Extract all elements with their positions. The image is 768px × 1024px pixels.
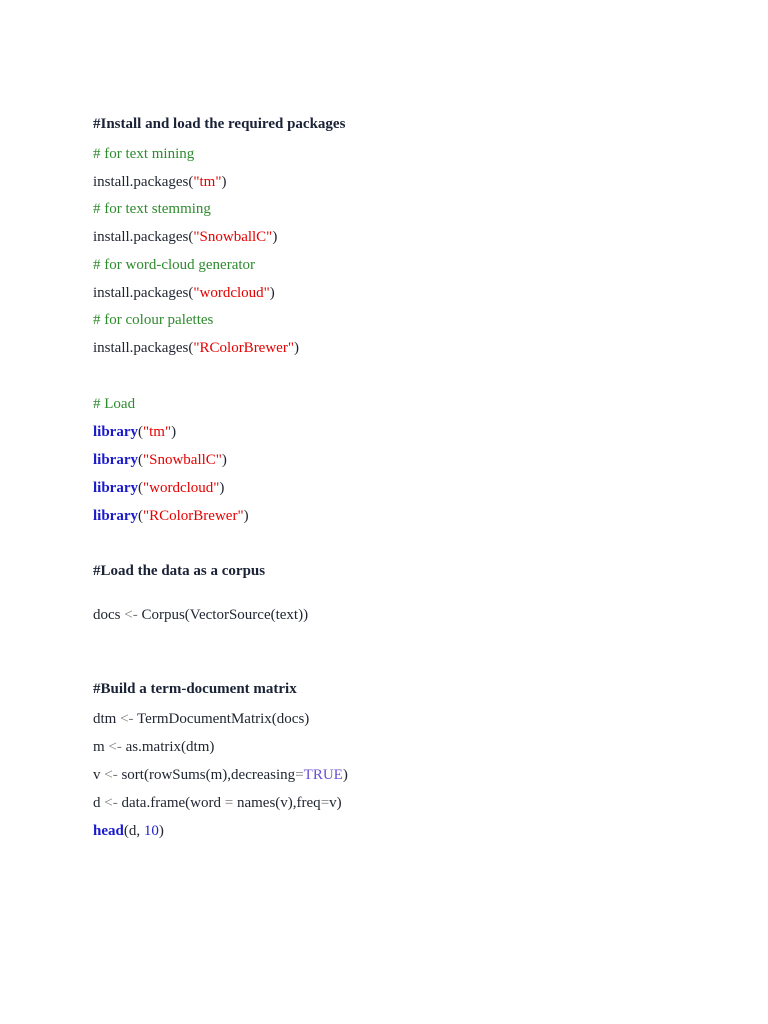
heading-install-packages: #Install and load the required packages	[93, 116, 346, 132]
string-literal: "wordcloud"	[193, 285, 270, 301]
expression: v)	[329, 795, 342, 811]
install-line-snowballc: install.packages("SnowballC")	[93, 229, 278, 245]
function-name: install.packages	[93, 229, 189, 245]
expression: data.frame(word	[121, 795, 221, 811]
comment-word-cloud: # for word-cloud generator	[93, 257, 256, 273]
head-line	[93, 822, 164, 840]
variable-name: dtm	[93, 711, 117, 727]
library-keyword: library	[93, 452, 138, 468]
string-literal: "SnowballC"	[143, 452, 222, 468]
string-literal: "RColorBrewer"	[193, 340, 294, 356]
variable-name: v	[93, 767, 101, 783]
sort-line	[93, 766, 348, 784]
comment-text-mining: # for text mining	[93, 146, 195, 162]
expression: as.matrix(dtm)	[125, 739, 215, 755]
close-paren: )	[158, 823, 164, 839]
library-line-tm: library("tm")	[93, 424, 177, 440]
expression: TermDocumentMatrix(docs)	[137, 711, 310, 727]
string-literal: "wordcloud"	[143, 480, 220, 496]
equals-operator: =	[320, 795, 330, 811]
assign-operator: <-	[124, 607, 138, 623]
function-name: install.packages	[93, 340, 189, 356]
close-paren: )	[342, 767, 348, 783]
variable-name: docs	[93, 607, 121, 623]
library-keyword: library	[93, 508, 138, 524]
comment-load: # Load	[93, 396, 136, 412]
assign-operator: <-	[120, 711, 134, 727]
string-literal: "tm"	[193, 174, 222, 190]
comment-colour-palettes: # for colour palettes	[93, 312, 214, 328]
install-line-rcolorbrewer: install.packages("RColorBrewer")	[93, 340, 299, 356]
function-name: install.packages	[93, 285, 189, 301]
expression: names(v),freq	[236, 795, 321, 811]
install-line-tm: install.packages("tm")	[93, 174, 227, 190]
comment-text-stemming: # for text stemming	[93, 201, 211, 217]
install-line-wordcloud: install.packages("wordcloud")	[93, 285, 275, 301]
corpus-line	[93, 606, 308, 624]
variable-name: d	[93, 795, 101, 811]
assign-operator: <-	[104, 767, 118, 783]
heading-load-corpus: #Load the data as a corpus	[93, 563, 266, 579]
library-line-snowballc: library("SnowballC")	[93, 452, 227, 468]
library-line-wordcloud: library("wordcloud")	[93, 480, 225, 496]
dtm-line	[93, 710, 309, 728]
function-name: install.packages	[93, 174, 189, 190]
string-literal: "RColorBrewer"	[143, 508, 244, 524]
library-keyword: library	[93, 424, 138, 440]
data-frame-line	[93, 794, 342, 812]
heading-term-document-matrix: #Build a term-document matrix	[93, 681, 297, 697]
variable-name: m	[93, 739, 105, 755]
library-line-rcolorbrewer: library("RColorBrewer")	[93, 508, 249, 524]
expression: sort(rowSums(m),decreasing	[121, 767, 296, 783]
head-keyword: head	[93, 823, 124, 839]
equals-operator: =	[295, 767, 304, 783]
library-keyword: library	[93, 480, 138, 496]
arguments: (d,	[123, 823, 141, 839]
assign-operator: <-	[108, 739, 122, 755]
numeric-literal: 10	[143, 823, 159, 839]
expression: Corpus(VectorSource(text))	[141, 607, 309, 623]
string-literal: "tm"	[143, 424, 172, 440]
boolean-constant: TRUE	[303, 767, 343, 783]
assign-operator: <-	[104, 795, 118, 811]
equals-operator: =	[224, 795, 234, 811]
matrix-line	[93, 738, 214, 756]
string-literal: "SnowballC"	[193, 229, 273, 245]
